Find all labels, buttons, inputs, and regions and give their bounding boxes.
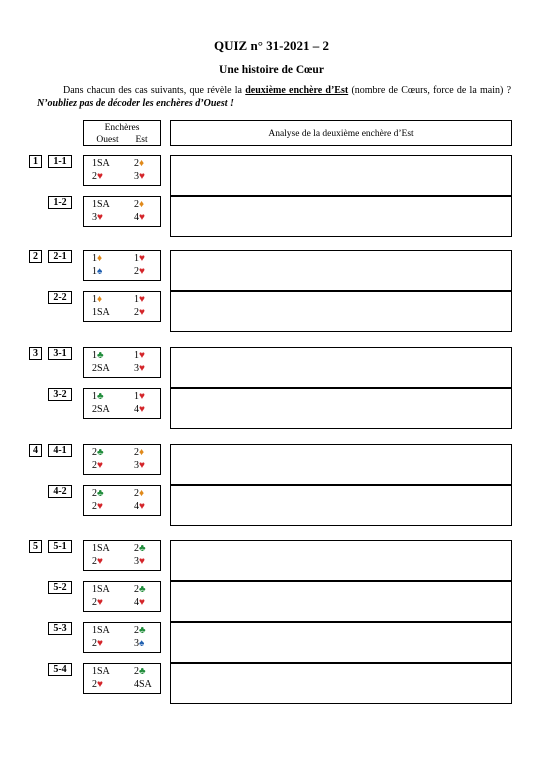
east-suit-icon: ♠ — [139, 638, 145, 649]
west-bid — [92, 212, 114, 223]
bid-row — [84, 404, 160, 417]
analysis-answer-box[interactable] — [170, 155, 512, 196]
east-bid — [134, 460, 158, 471]
bidding-box — [83, 444, 161, 475]
bid-row — [84, 460, 160, 473]
east-bid — [134, 556, 158, 567]
west-bid — [92, 488, 114, 499]
intro-paragraph — [37, 84, 511, 110]
west-bid — [92, 501, 114, 512]
west-bid-level: 1SA — [92, 158, 110, 169]
east-bid — [134, 666, 158, 677]
case-label: 5-1 — [48, 540, 72, 553]
east-bid-level: 3 — [134, 460, 139, 471]
case-label: 5-3 — [48, 622, 72, 635]
east-suit-icon: ♦ — [139, 447, 145, 458]
east-bid-level: 3 — [134, 363, 139, 374]
bidding-box — [83, 196, 161, 227]
east-header: Est — [135, 135, 148, 145]
case-label: 1-2 — [48, 196, 72, 209]
west-bid — [92, 584, 114, 595]
west-bid-level: 1SA — [92, 625, 110, 636]
east-suit-icon: ♥ — [139, 404, 145, 415]
west-suit-icon: ♥ — [97, 171, 103, 182]
east-bid-level: 2 — [134, 266, 139, 277]
west-bid — [92, 171, 114, 182]
east-suit-icon: ♥ — [139, 350, 145, 361]
west-bid — [92, 158, 114, 169]
west-header: Ouest — [96, 135, 119, 145]
east-suit-icon: ♣ — [139, 625, 146, 636]
west-bid-level: 1 — [92, 253, 97, 264]
west-bid-level: 2 — [92, 597, 97, 608]
west-bid — [92, 597, 114, 608]
bid-row — [84, 363, 160, 376]
bidding-box — [83, 155, 161, 186]
case-label: 3-2 — [48, 388, 72, 401]
bidding-box — [83, 663, 161, 694]
west-bid-level: 2SA — [92, 404, 110, 415]
east-suit-icon: ♦ — [139, 199, 145, 210]
west-bid-level: 2 — [92, 171, 97, 182]
east-bid-level: 2 — [134, 584, 139, 595]
east-suit-icon: ♥ — [139, 212, 145, 223]
analysis-answer-box[interactable] — [170, 196, 512, 237]
east-suit-icon: ♥ — [139, 597, 145, 608]
west-bid — [92, 679, 114, 690]
bid-row — [84, 597, 160, 610]
bidding-box — [83, 388, 161, 419]
west-bid-level: 2 — [92, 679, 97, 690]
bidding-box — [83, 622, 161, 653]
east-suit-icon: ♥ — [139, 266, 145, 277]
east-suit-icon: ♥ — [139, 171, 145, 182]
analysis-answer-box[interactable] — [170, 347, 512, 388]
east-bid-level: 1 — [134, 391, 139, 402]
case-label: 1-1 — [48, 155, 72, 168]
page-title: QUIZ n° 31-2021 – 2 — [214, 38, 329, 53]
east-bid-level: 2 — [134, 199, 139, 210]
east-suit-icon: ♣ — [139, 666, 146, 677]
bid-row — [84, 679, 160, 692]
west-suit-icon: ♣ — [97, 447, 104, 458]
west-bid-level: 1SA — [92, 199, 110, 210]
analysis-answer-box[interactable] — [170, 663, 512, 704]
east-bid — [134, 212, 158, 223]
east-bid — [134, 391, 158, 402]
west-bid-level: 2 — [92, 638, 97, 649]
east-suit-icon: ♣ — [139, 543, 146, 554]
west-suit-icon: ♥ — [97, 556, 103, 567]
case-label: 4-2 — [48, 485, 72, 498]
bid-row — [84, 391, 160, 404]
east-bid — [134, 638, 158, 649]
west-bid-level: 1 — [92, 294, 97, 305]
east-suit-icon: ♥ — [139, 307, 145, 318]
east-bid-level: 4 — [134, 501, 139, 512]
analysis-answer-box[interactable] — [170, 485, 512, 526]
case-label: 2-1 — [48, 250, 72, 263]
bidding-box — [83, 291, 161, 322]
east-bid — [134, 501, 158, 512]
bid-row — [84, 266, 160, 279]
west-bid — [92, 556, 114, 567]
question-number: 5 — [29, 540, 42, 553]
east-bid — [134, 171, 158, 182]
west-suit-icon: ♥ — [97, 597, 103, 608]
analysis-answer-box[interactable] — [170, 250, 512, 291]
east-suit-icon: ♥ — [139, 556, 145, 567]
analysis-answer-box[interactable] — [170, 622, 512, 663]
east-bid — [134, 543, 158, 554]
east-bid-level: 2 — [134, 488, 139, 499]
intro-text-1: Dans chacun des cas suivants, que révèle la — [63, 85, 246, 96]
question-number: 1 — [29, 155, 42, 168]
east-suit-icon: ♥ — [139, 391, 145, 402]
east-bid-level: 1 — [134, 350, 139, 361]
analysis-answer-box[interactable] — [170, 540, 512, 581]
east-bid — [134, 158, 158, 169]
bid-row — [84, 447, 160, 460]
west-bid-level: 2 — [92, 556, 97, 567]
west-bid — [92, 666, 114, 677]
west-bid-level: 2 — [92, 501, 97, 512]
bidding-box — [83, 347, 161, 378]
west-bid-level: 1 — [92, 266, 97, 277]
east-bid-level: 1 — [134, 294, 139, 305]
east-bid-level: 2 — [134, 666, 139, 677]
bid-row — [84, 638, 160, 651]
east-bid-level: 4 — [134, 212, 139, 223]
page-subtitle: Une histoire de Cœur — [219, 64, 324, 76]
analysis-answer-box[interactable] — [170, 388, 512, 429]
west-bid — [92, 350, 114, 361]
west-bid — [92, 363, 114, 374]
west-bid — [92, 253, 114, 264]
east-bid — [134, 584, 158, 595]
west-bid-level: 2SA — [92, 363, 110, 374]
east-bid — [134, 625, 158, 636]
east-bid — [134, 679, 158, 690]
east-bid — [134, 488, 158, 499]
question-number: 2 — [29, 250, 42, 263]
west-bid — [92, 307, 114, 318]
west-bid-level: 2 — [92, 447, 97, 458]
intro-italic: N’oubliez pas de décoder les enchères d’Ouest ! — [37, 98, 234, 109]
bid-row — [84, 625, 160, 638]
west-bid — [92, 199, 114, 210]
east-bid-level: 3 — [134, 556, 139, 567]
bids-header — [83, 120, 161, 146]
analysis-header: Analyse de la deuxième enchère d’Est — [170, 120, 512, 146]
case-label: 5-2 — [48, 581, 72, 594]
west-suit-icon: ♣ — [97, 391, 104, 402]
intro-text-2: (nombre de Cœurs, force de la main) ? — [348, 85, 512, 96]
bid-row — [84, 556, 160, 569]
east-bid — [134, 363, 158, 374]
case-label: 5-4 — [48, 663, 72, 676]
east-bid-level: 2 — [134, 625, 139, 636]
west-bid — [92, 266, 114, 277]
west-bid — [92, 625, 114, 636]
bid-row — [84, 501, 160, 514]
west-suit-icon: ♥ — [97, 679, 103, 690]
east-bid-level: 4 — [134, 597, 139, 608]
bid-row — [84, 253, 160, 266]
bids-header-title: Enchères — [104, 123, 140, 133]
analysis-answer-box[interactable] — [170, 581, 512, 622]
east-bid-level: 3 — [134, 171, 139, 182]
east-bid — [134, 597, 158, 608]
west-bid-level: 1SA — [92, 666, 110, 677]
west-suit-icon: ♦ — [97, 294, 103, 305]
west-bid — [92, 391, 114, 402]
east-bid — [134, 266, 158, 277]
west-bid-level: 3 — [92, 212, 97, 223]
east-bid — [134, 199, 158, 210]
analysis-answer-box[interactable] — [170, 444, 512, 485]
east-suit-icon: ♥ — [139, 460, 145, 471]
west-suit-icon: ♥ — [97, 501, 103, 512]
east-bid — [134, 307, 158, 318]
west-suit-icon: ♥ — [97, 212, 103, 223]
west-suit-icon: ♦ — [97, 253, 103, 264]
east-bid-level: 4SA — [134, 679, 152, 690]
east-bid-level: 2 — [134, 158, 139, 169]
bid-row — [84, 212, 160, 225]
west-bid — [92, 447, 114, 458]
bid-row — [84, 171, 160, 184]
east-suit-icon: ♦ — [139, 158, 145, 169]
east-bid — [134, 404, 158, 415]
west-bid — [92, 460, 114, 471]
west-bid-level: 1 — [92, 391, 97, 402]
bid-row — [84, 666, 160, 679]
west-bid-level: 2 — [92, 460, 97, 471]
west-bid-level: 1SA — [92, 543, 110, 554]
bid-row — [84, 584, 160, 597]
west-suit-icon: ♠ — [97, 266, 103, 277]
west-bid — [92, 294, 114, 305]
bidding-box — [83, 250, 161, 281]
east-bid-level: 2 — [134, 543, 139, 554]
east-suit-icon: ♣ — [139, 584, 146, 595]
west-suit-icon: ♥ — [97, 638, 103, 649]
bidding-box — [83, 485, 161, 516]
west-bid-level: 2 — [92, 488, 97, 499]
east-bid-level: 3 — [134, 638, 139, 649]
east-bid-level: 2 — [134, 307, 139, 318]
intro-emphasis: deuxième enchère d’Est — [245, 85, 349, 96]
east-suit-icon: ♥ — [139, 363, 145, 374]
east-bid — [134, 294, 158, 305]
question-number: 3 — [29, 347, 42, 360]
east-suit-icon: ♥ — [139, 294, 145, 305]
east-suit-icon: ♥ — [139, 253, 145, 264]
case-label: 3-1 — [48, 347, 72, 360]
west-bid — [92, 543, 114, 554]
question-number: 4 — [29, 444, 42, 457]
bid-row — [84, 199, 160, 212]
east-bid — [134, 350, 158, 361]
west-bid-level: 1SA — [92, 584, 110, 595]
case-label: 2-2 — [48, 291, 72, 304]
east-suit-icon: ♦ — [139, 488, 145, 499]
east-bid — [134, 447, 158, 458]
west-suit-icon: ♣ — [97, 488, 104, 499]
west-bid — [92, 404, 114, 415]
west-bid — [92, 638, 114, 649]
bid-row — [84, 294, 160, 307]
bid-row — [84, 543, 160, 556]
east-bid-level: 1 — [134, 253, 139, 264]
bid-row — [84, 307, 160, 320]
case-label: 4-1 — [48, 444, 72, 457]
bid-row — [84, 488, 160, 501]
bidding-box — [83, 581, 161, 612]
east-bid — [134, 253, 158, 264]
bid-row — [84, 350, 160, 363]
east-bid-level: 4 — [134, 404, 139, 415]
east-suit-icon: ♥ — [139, 501, 145, 512]
bid-row — [84, 158, 160, 171]
west-suit-icon: ♥ — [97, 460, 103, 471]
west-bid-level: 1 — [92, 350, 97, 361]
analysis-answer-box[interactable] — [170, 291, 512, 332]
west-bid-level: 1SA — [92, 307, 110, 318]
bidding-box — [83, 540, 161, 571]
east-bid-level: 2 — [134, 447, 139, 458]
west-suit-icon: ♣ — [97, 350, 104, 361]
